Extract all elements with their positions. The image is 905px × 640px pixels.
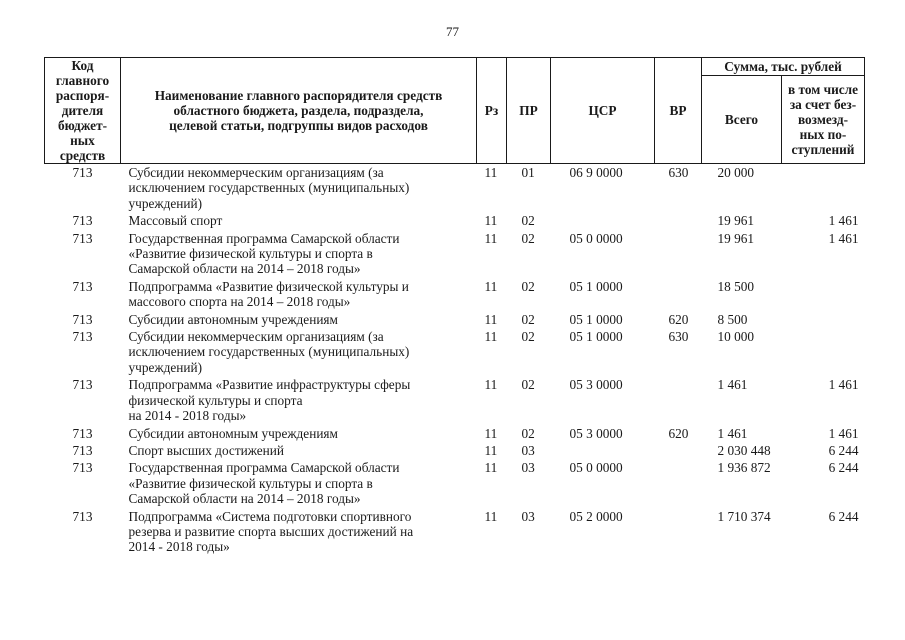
row-rz: 11 [484, 213, 498, 229]
row-name-line: Государственная программа Самарской области [128, 460, 400, 476]
row-csr: 06 9 0000 [569, 165, 623, 180]
table-row [45, 230, 865, 278]
row-name-line: Государственная программа Самарской области [128, 230, 400, 246]
row-gratis [782, 164, 865, 213]
row-name-line: резерва и развитие спорта высших достижений на [128, 523, 414, 539]
row-csr: 05 1 0000 [569, 278, 623, 294]
row-gratis: 6 244 [828, 460, 859, 476]
header-total: Всего [702, 76, 782, 164]
row-name [121, 278, 477, 311]
table-row [45, 164, 865, 213]
row-pr: 02 [521, 230, 535, 246]
row-pr: 02 [521, 213, 535, 229]
row-pr: 03 [521, 508, 535, 524]
row-pr: 02 [521, 329, 535, 345]
row-name [121, 311, 477, 328]
row-name [121, 376, 477, 424]
page-number: 77 [446, 24, 459, 39]
row-gratis: 1 461 [828, 377, 859, 393]
row-code: 713 [72, 425, 93, 441]
row-rz: 11 [484, 377, 498, 393]
row-rz: 11 [484, 278, 498, 294]
table-body [45, 164, 865, 556]
row-name [121, 328, 477, 376]
row-rz: 11 [484, 425, 498, 441]
row-code: 713 [72, 460, 93, 476]
header-csr: ЦСР [551, 58, 655, 164]
row-code: 713 [72, 508, 93, 524]
row-vr [655, 459, 702, 507]
row-name-line: массового спорта на 2014 – 2018 годы» [128, 294, 351, 310]
row-csr: 05 0 0000 [569, 460, 623, 476]
table-row [45, 425, 865, 442]
row-name [121, 442, 477, 459]
row-csr: 05 1 0000 [569, 311, 623, 327]
table-row [45, 212, 865, 229]
row-name-line: исключением государственных (муниципальных) [128, 180, 410, 196]
row-total: 1 710 374 [717, 508, 771, 524]
row-gratis [782, 278, 865, 311]
row-name-line: Субсидии некоммерческим организациям (за [128, 165, 384, 180]
row-gratis: 6 244 [828, 508, 859, 524]
row-gratis [782, 311, 865, 328]
row-total: 1 461 [717, 425, 748, 441]
row-total: 18 500 [717, 278, 755, 294]
row-name-line: физической культуры и спорта [128, 392, 303, 408]
row-pr: 02 [521, 278, 535, 294]
row-total: 19 961 [717, 230, 755, 246]
row-name-line: учреждений) [128, 359, 203, 375]
row-name [121, 508, 477, 556]
row-code: 713 [72, 442, 93, 458]
row-csr: 05 3 0000 [569, 425, 623, 441]
header-sum: Сумма, тыс. рублей [702, 58, 865, 76]
row-gratis: 1 461 [828, 425, 859, 441]
table-row [45, 459, 865, 507]
row-name-line: Спорт высших достижений [128, 442, 285, 458]
row-gratis [782, 328, 865, 376]
row-rz: 11 [484, 329, 498, 345]
row-name-line: Субсидии автономным учреждениям [128, 311, 338, 327]
row-name [121, 164, 477, 213]
row-name-line: «Развитие физической культуры и спорта в [128, 246, 373, 262]
row-csr: 05 1 0000 [569, 329, 623, 345]
row-total: 20 000 [717, 165, 755, 180]
row-name-line: «Развитие физической культуры и спорта в [128, 475, 373, 491]
row-name-line: исключением государственных (муниципальных) [128, 344, 410, 360]
header-vr: ВР [655, 58, 702, 164]
row-name-line: Субсидии автономным учреждениям [128, 425, 338, 441]
row-code: 713 [72, 165, 93, 180]
row-name [121, 425, 477, 442]
row-csr [551, 442, 655, 459]
row-vr: 620 [668, 425, 689, 441]
table-row [45, 508, 865, 556]
row-vr: 630 [668, 329, 689, 345]
row-pr: 03 [521, 442, 535, 458]
row-pr: 02 [521, 377, 535, 393]
row-csr [551, 212, 655, 229]
row-rz: 11 [484, 230, 498, 246]
row-vr [655, 442, 702, 459]
row-rz: 11 [484, 311, 498, 327]
row-total: 1 936 872 [717, 460, 771, 476]
row-code: 713 [72, 278, 93, 294]
header-name: Наименование главного распорядителя средств областного бюджета, раздела, подраздела, целевой статьи, подгруппы видов расходов [121, 58, 477, 164]
table-row [45, 328, 865, 376]
row-csr: 05 0 0000 [569, 230, 623, 246]
table-row [45, 278, 865, 311]
row-vr [655, 376, 702, 424]
table-row [45, 376, 865, 424]
row-name-line: Субсидии некоммерческим организациям (за [128, 329, 384, 345]
row-vr [655, 508, 702, 556]
row-pr: 02 [521, 425, 535, 441]
row-vr [655, 230, 702, 278]
row-total: 10 000 [717, 329, 755, 345]
row-vr: 630 [668, 165, 689, 180]
row-csr: 05 3 0000 [569, 377, 623, 393]
header-code: Код главного распоря- дителя бюджет- ных средств [45, 58, 121, 164]
row-gratis: 1 461 [828, 213, 859, 229]
row-total: 8 500 [717, 311, 748, 327]
row-vr: 620 [668, 311, 689, 327]
row-pr: 02 [521, 311, 535, 327]
row-gratis: 1 461 [828, 230, 859, 246]
row-name-line: учреждений) [128, 195, 203, 211]
row-name-line: Подпрограмма «Развитие физической культуры и [128, 278, 409, 294]
header-gratis: в том числе за счет без- возмезд- ных по- ступлений [782, 76, 865, 164]
row-code: 713 [72, 213, 93, 229]
row-name-line: Самарской области на 2014 – 2018 годы» [128, 261, 361, 277]
row-pr: 01 [521, 165, 535, 180]
table-row [45, 311, 865, 328]
row-name-line: 2014 - 2018 годы» [128, 539, 230, 555]
header-rz: Рз [477, 58, 507, 164]
row-gratis: 6 244 [828, 442, 859, 458]
header-pr: ПР [507, 58, 551, 164]
row-code: 713 [72, 311, 93, 327]
budget-table [44, 57, 865, 556]
row-vr [655, 212, 702, 229]
row-total: 2 030 448 [717, 442, 771, 458]
row-name-line: Самарской области на 2014 – 2018 годы» [128, 491, 361, 507]
row-rz: 11 [484, 165, 498, 180]
row-code: 713 [72, 329, 93, 345]
row-name [121, 230, 477, 278]
row-csr: 05 2 0000 [569, 508, 623, 524]
row-name-line: Подпрограмма «Система подготовки спортивного [128, 508, 412, 524]
row-rz: 11 [484, 442, 498, 458]
table-row [45, 442, 865, 459]
row-name [121, 212, 477, 229]
row-pr: 03 [521, 460, 535, 476]
row-vr [655, 278, 702, 311]
table-header [45, 58, 865, 164]
row-rz: 11 [484, 508, 498, 524]
row-name [121, 459, 477, 507]
row-name-line: на 2014 - 2018 годы» [128, 408, 247, 424]
row-name-line: Массовый спорт [128, 213, 223, 229]
row-total: 1 461 [717, 377, 748, 393]
row-code: 713 [72, 230, 93, 246]
row-total: 19 961 [717, 213, 755, 229]
row-name-line: Подпрограмма «Развитие инфраструктуры сферы [128, 377, 411, 393]
row-code: 713 [72, 377, 93, 393]
row-rz: 11 [484, 460, 498, 476]
